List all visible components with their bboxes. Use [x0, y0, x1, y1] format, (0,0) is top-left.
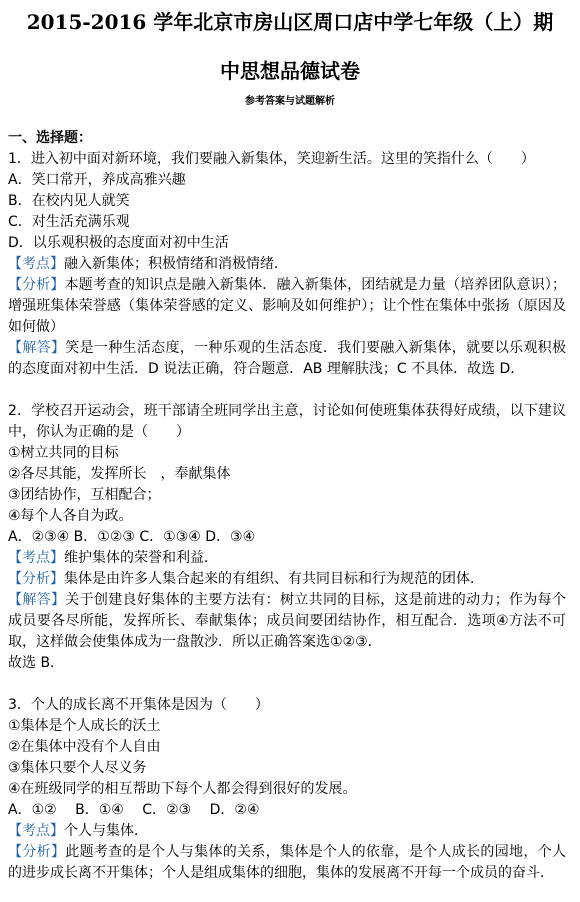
option-2: ②各尽其能，发挥所长 ，奉献集体 — [8, 466, 231, 482]
option-c: C．对生活充满乐观 — [8, 214, 130, 230]
kaodian-text: 维护集体的荣誉和利益． — [64, 550, 218, 566]
document-title-line2: 中思想品德试卷 — [220, 59, 360, 83]
option-b: B．在校内见人就笑 — [8, 193, 130, 209]
question-2 — [8, 401, 566, 674]
kaodian-text: 个人与集体． — [64, 823, 148, 839]
fenxi-block — [8, 569, 566, 590]
option-2: ②在集体中没有个人自由 — [8, 739, 161, 755]
option-3: ③集体只要个人尽义务 — [8, 760, 147, 776]
fenxi-text: 本题考查的知识点是融入新集体．融入新集体，团结就是力量（培养团队意识）；增强班集体荣誉感（集体荣誉感的定义、影响及如何维护）；让个性在集体中张扬（原因及如何做） — [8, 277, 567, 335]
fenxi-block — [8, 842, 566, 884]
option-1: ①树立共同的目标 — [8, 445, 119, 461]
kaodian-tag: 【考点】 — [8, 256, 64, 272]
jieda-block — [8, 590, 566, 653]
kaodian-block — [8, 254, 566, 275]
question-3 — [8, 695, 566, 884]
kaodian-tag: 【考点】 — [8, 550, 64, 566]
question-1 — [8, 149, 566, 380]
jieda-tag: 【解答】 — [8, 592, 66, 608]
document-body — [8, 128, 566, 884]
kaodian-block — [8, 548, 566, 569]
fenxi-tag: 【分析】 — [8, 844, 66, 860]
jieda-text: 笑是一种生活态度，一种乐观的生活态度．我们要融入新集体，就要以乐观积极的态度面对初中生活．D 说法正确，符合题意．AB 理解肤浅；C 不具体．故选 D． — [8, 340, 567, 377]
question-stem: 3．个人的成长离不开集体是因为（ ） — [8, 697, 269, 713]
question-stem: 2．学校召开运动会，班干部请全班同学出主意，讨论如何使班集体获得好成绩，以下建议中，你认为正确的是（ ） — [8, 403, 566, 440]
fenxi-text: 此题考查的是个人与集体的关系，集体是个人的依靠，是个人成长的园地，个人的进步成长离不开集体；个人是组成集体的细胞，集体的发展离不开每一个成员的奋斗． — [8, 844, 567, 881]
answer-choices: A．②③④ B．①②③ C．①③④ D．③④ — [8, 529, 256, 545]
option-4: ④在班级同学的相互帮助下每个人都会得到很好的发展。 — [8, 781, 357, 797]
spacer — [8, 380, 566, 401]
option-1: ①集体是个人成长的沃土 — [8, 718, 161, 734]
option-d: D．以乐观积极的态度面对初中生活 — [8, 235, 229, 251]
fenxi-block — [8, 275, 566, 338]
document-title-line1: 2015-2016 学年北京市房山区周口店中学七年级（上）期 — [26, 10, 554, 34]
fenxi-tag: 【分析】 — [8, 571, 64, 587]
kaodian-tag: 【考点】 — [8, 823, 64, 839]
kaodian-text: 融入新集体；积极情绪和消极情绪． — [64, 256, 288, 272]
fenxi-text: 集体是由许多人集合起来的有组织、有共同目标和行为规范的团体． — [64, 571, 484, 587]
conclusion: 故选 B． — [8, 655, 65, 671]
jieda-text: 关于创建良好集体的主要方法有：树立共同的目标，这是前进的动力；作为每个成员要各尽所能，发挥所长、奉献集体；成员间要团结协作，相互配合．选项④方法不可取，这样做会使集体成为一盘散沙．所以正确答案选①②③． — [8, 592, 567, 650]
option-a: A．笑口常开，养成高雅兴趣 — [8, 172, 186, 188]
section-heading: 一、选择题： — [8, 130, 92, 146]
spacer — [8, 674, 566, 695]
document-subtitle: 参考答案与试题解析 — [245, 96, 335, 107]
jieda-block — [8, 338, 566, 380]
question-stem: 1．进入初中面对新环境，我们要融入新集体，笑迎新生活。这里的笑指什么（ ） — [8, 151, 535, 167]
option-3: ③团结协作，互相配合； — [8, 487, 161, 503]
answer-choices: A．①② B．①④ C．②③ D．②④ — [8, 802, 260, 818]
option-4: ④每个人各自为政。 — [8, 508, 133, 524]
fenxi-tag: 【分析】 — [8, 277, 65, 293]
kaodian-block — [8, 821, 566, 842]
jieda-tag: 【解答】 — [8, 340, 66, 356]
